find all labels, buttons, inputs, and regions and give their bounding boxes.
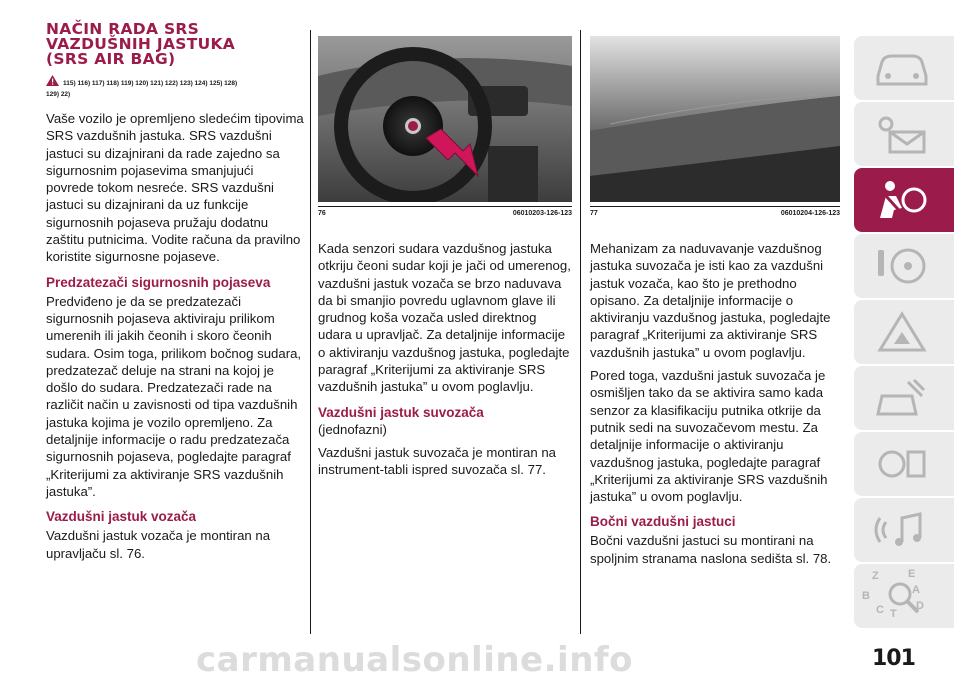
column-right <box>590 240 840 567</box>
airbag-safety-icon <box>872 178 932 222</box>
index-letter-t: T <box>890 608 897 620</box>
tab-safety[interactable] <box>854 168 954 232</box>
figure-76-caption <box>318 206 572 219</box>
maintenance-icon <box>872 376 932 420</box>
column-divider <box>580 30 581 634</box>
intro-paragraph: Vaše vozilo je opremljeno sledećim tipovima SRS vazdušnih jastuka. SRS vazdušni jastuci su dizajnirani da rade zajedno sa sigurnosnim pojasevima smanjujući povrede tokom nesreće. SRS vazdušni jastuci su dizajnirani da uz funkcije sigurnosnih pojaseva pružaju dodatnu zaštitu putnicima. Vodite računa da pravilno koristite sigurnosne pojaseve. <box>46 111 304 265</box>
warning-references <box>46 75 304 100</box>
dashboard-photo <box>590 36 840 202</box>
tab-dashboard[interactable] <box>854 102 954 166</box>
column-divider <box>310 30 311 634</box>
watermark: carmanualsonline.info <box>196 640 634 680</box>
index-letter-e: E <box>908 568 916 580</box>
car-icon <box>872 46 932 90</box>
warning-refs-line1: 115) 116) 117) 118) 119) 120) 121) 122) 123) 124) 125) 128) <box>63 80 238 87</box>
pretensioners-paragraph: Predviđeno je da se predzatezači sigurnosnih pojaseva aktiviraju prilikom umerenih ili jakih čeonih i skoro čeonih sudara. Osim toga, prilikom bočnog sudara, predzatezač deluje na strani na kojoj je došlo do sudara. Predzatezači rade na različit način u zavisnosti od tipa vazdušnih jastuka kojima je vozilo opremljeno. Za detaljnije informacije o radu predzatezača sigurnosnih pojaseva, pogledajte paragraf „Kriterijumi za aktiviranje SRS vazdušnih jastuka”. <box>46 293 302 499</box>
steering-wheel-icon <box>872 244 932 288</box>
passenger-airbag-subheading: (jednofazni) <box>318 421 387 437</box>
breakdown-icon <box>872 310 932 354</box>
tab-starting-driving[interactable] <box>854 234 954 298</box>
steering-wheel-photo <box>318 36 572 202</box>
tab-car-knowledge[interactable] <box>854 36 954 100</box>
heading-pretensioners: Predzatezači sigurnosnih pojaseva <box>46 274 271 290</box>
driver-airbag-operation-paragraph: Kada senzori sudara vazdušnog jastuka otkriju čeoni sudar koji je jači od umerenog, vazdušni jastuk vozača se brzo naduvava da bi smanjio povredu uglavnom glave ili grudnog koša vozača usled direktnog udara u upravljač. Za detaljnije informacije o aktiviranju vazdušnog jastuka, pogledajte paragraf „Kriterijumi za aktiviranje SRS vazdušnih jastuka” u ovom poglavlju. <box>318 241 571 395</box>
heading-side-airbags: Bočni vazdušni jastuci <box>590 514 736 530</box>
driver-airbag-paragraph: Vazdušni jastuk vozača je montiran na upravljaču sl. 76. <box>46 528 271 561</box>
figure-77-code: 06010204-126-123 <box>780 210 840 217</box>
index-letter-b: B <box>862 590 870 602</box>
tab-index[interactable] <box>854 564 954 628</box>
tab-technical-data[interactable] <box>854 432 954 496</box>
index-letter-a: A <box>912 584 920 596</box>
warning-refs-line2: 129) 22) <box>46 91 71 98</box>
dashboard-lights-icon <box>872 112 932 156</box>
figure-77-number: 77 <box>590 210 598 217</box>
side-airbags-paragraph: Bočni vazdušni jastuci su montirani na spoljnim stranama naslona sedišta sl. 78. <box>590 533 832 566</box>
figure-76-steering-wheel <box>318 36 572 202</box>
column-middle <box>318 240 572 479</box>
tab-multimedia[interactable] <box>854 498 954 562</box>
technical-data-icon <box>872 442 932 486</box>
warning-triangle-icon <box>46 75 59 90</box>
index-letter-d: D <box>916 600 924 612</box>
figure-77-dashboard <box>590 36 840 202</box>
passenger-mechanism-paragraph: Mehanizam za naduvavanje vazdušnog jastuka suvozača je isti kao za vazdušni jastuk vozača, kao što je prethodno opisano. Za detaljnije informacije o aktiviranju vazdušnog jastuka, pogledajte paragraf „Kriterijumi za aktiviranje SRS vazdušnih jastuka” u ovom poglavlju. <box>590 241 831 360</box>
column-left <box>46 22 304 562</box>
index-letter-c: C <box>876 604 884 616</box>
figure-77-caption <box>590 206 840 219</box>
heading-driver-airbag: Vazdušni jastuk vozača <box>46 509 197 525</box>
passenger-classification-paragraph: Pored toga, vazdušni jastuk suvozača je osmišljen tako da se aktivira samo kada senzor za klasifikaciju putnika otkrije da putnik sedi na suvozačevom mestu. Za detaljnije informacije o aktiviranju vazdušnog jastuka, pogledajte paragraf „Kriterijumi za aktiviranje SRS vazdušnih jastuka” u ovom poglavlju. <box>590 368 828 505</box>
page-number: 101 <box>872 646 915 671</box>
multimedia-icon <box>872 508 932 552</box>
passenger-airbag-paragraph: Vazdušni jastuk suvozača je montiran na instrument-tabli ispred suvozača sl. 77. <box>318 444 556 478</box>
section-title: NAČIN RADA SRS VAZDUŠNIH JASTUKA (SRS AIR BAG) <box>46 20 236 68</box>
tab-maintenance[interactable] <box>854 366 954 430</box>
heading-passenger-airbag: Vazdušni jastuk suvozača <box>318 404 484 420</box>
figure-76-number: 76 <box>318 210 326 217</box>
index-letter-z: Z <box>872 570 879 582</box>
figure-76-code: 06010203-126-123 <box>512 210 572 217</box>
tab-emergency[interactable] <box>854 300 954 364</box>
